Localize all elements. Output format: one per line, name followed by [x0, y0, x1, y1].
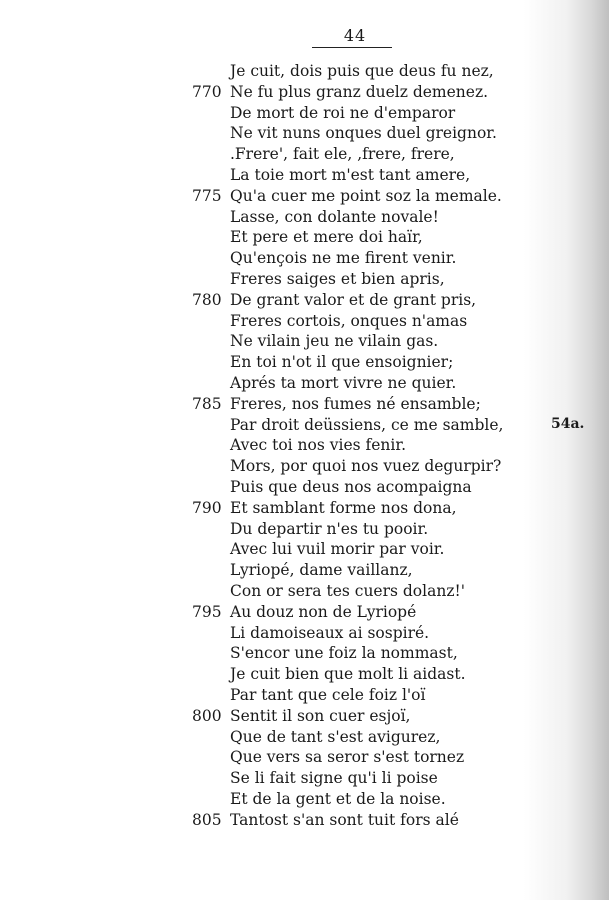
verse-line: [0, 103, 609, 124]
verse-text: .Frere', fait ele, ,frere, frere,: [230, 145, 455, 164]
verse-text: Que de tant s'est avigurez,: [230, 727, 441, 746]
verse-text: Au douz non de Lyriopé: [230, 602, 417, 621]
verse-text: De grant valor et de grant pris,: [230, 290, 477, 309]
verse-text: Se li fait signe qu'i li poise: [230, 769, 438, 788]
verse-line: [0, 394, 609, 415]
line-number: 785: [192, 394, 222, 413]
verse-text: Que vers sa seror s'est tornez: [230, 748, 465, 767]
verse-text: Par droit deüssiens, ce me samble,: [230, 415, 504, 434]
verse-line: [0, 227, 609, 248]
verse-line: [0, 747, 609, 768]
verse-line: [0, 373, 609, 394]
verse-line: [0, 456, 609, 477]
verse-line: [0, 477, 609, 498]
verse-text: Avec lui vuil morir par voir.: [230, 540, 445, 559]
verse-line: [0, 685, 609, 706]
verse-text: Et samblant forme nos dona,: [230, 498, 457, 517]
verse-line: [0, 290, 609, 311]
verse-line: [0, 768, 609, 789]
verse-line: [0, 415, 609, 436]
verse-line: [0, 352, 609, 373]
verse-text: De mort de roi ne d'emparor: [230, 103, 456, 122]
verse-text: Puis que deus nos acompaigna: [230, 478, 472, 496]
verse-line: [0, 186, 609, 207]
verse-line: [0, 602, 609, 623]
page-number: 44: [343, 26, 367, 45]
line-number: 795: [192, 602, 222, 621]
verse-text: Tantost s'an sont tuit fors alé: [230, 810, 459, 829]
verse-line: [0, 560, 609, 581]
line-number: 780: [192, 290, 222, 309]
verse-line: [0, 311, 609, 332]
verse-text: Lyriopé, dame vaillanz,: [230, 561, 413, 580]
verse-line: [0, 331, 609, 352]
verse-text: Lasse, con dolante novale!: [230, 207, 439, 226]
verse-text: Con or sera tes cuers dolanz!': [230, 582, 465, 600]
verse-text: S'encor une foiz la nommast,: [230, 644, 458, 663]
verse-line: [0, 643, 609, 664]
verse-text: Qu'a cuer me point soz la memale.: [230, 186, 502, 205]
line-number: 790: [192, 498, 222, 517]
verse-text: En toi n'ot il que ensoignier;: [230, 353, 454, 372]
verse-line: [0, 727, 609, 748]
verse-text: Mors, por quoi nos vuez degurpir?: [230, 457, 502, 476]
verse-text: Freres saiges et bien apris,: [230, 270, 445, 288]
verse-text: Avec toi nos vies fenir.: [230, 436, 406, 455]
verse-line: [0, 248, 609, 269]
verse-line: [0, 269, 609, 290]
verse-line: [0, 498, 609, 519]
verse-line: [0, 664, 609, 685]
verse-line: [0, 165, 609, 186]
verse-line: [0, 435, 609, 456]
verse-text: Li damoiseaux ai sospiré.: [230, 623, 430, 642]
verse-line: [0, 519, 609, 540]
verse-text: Qu'ençois ne me firent venir.: [230, 249, 457, 268]
verse-text: Par tant que cele foiz l'oï: [230, 686, 426, 704]
verse-line: [0, 539, 609, 560]
margin-folio-note: 54a.: [551, 416, 585, 432]
verse-text: Aprés ta mort vivre ne quier.: [230, 374, 457, 392]
verse-text: Du departir n'es tu pooir.: [230, 519, 429, 538]
verse-line: [0, 623, 609, 644]
verse-line: [0, 706, 609, 727]
verse-line: [0, 144, 609, 165]
verse-text: Ne vilain jeu ne vilain gas.: [230, 332, 439, 351]
verse-text: Freres cortois, onques n'amas: [230, 311, 468, 330]
verse-line: [0, 207, 609, 228]
verse-line: [0, 810, 609, 831]
verse-text: Sentit il son cuer esjoï,: [230, 706, 411, 725]
verse-line: [0, 61, 609, 82]
verse-text: Et de la gent et de la noise.: [230, 790, 446, 808]
verse-line: [0, 581, 609, 602]
verse-text: La toie mort m'est tant amere,: [230, 166, 471, 184]
verse-text: Et pere et mere doi haïr,: [230, 228, 423, 247]
verse-text: Ne fu plus granz duelz demenez.: [230, 82, 489, 101]
verse-line: [0, 789, 609, 810]
line-number: 800: [192, 706, 222, 725]
verse-text: Freres, nos fumes né ensamble;: [230, 394, 481, 413]
line-number: 770: [192, 82, 222, 101]
verse-text: Je cuit, dois puis que deus fu nez,: [230, 62, 494, 80]
verse-line: [0, 82, 609, 103]
line-number: 775: [192, 186, 222, 205]
verse-line: [0, 123, 609, 144]
verse-text: Ne vit nuns onques duel greignor.: [230, 124, 497, 143]
line-number: 805: [192, 810, 222, 829]
verse-text: Je cuit bien que molt li aidast.: [230, 665, 466, 684]
